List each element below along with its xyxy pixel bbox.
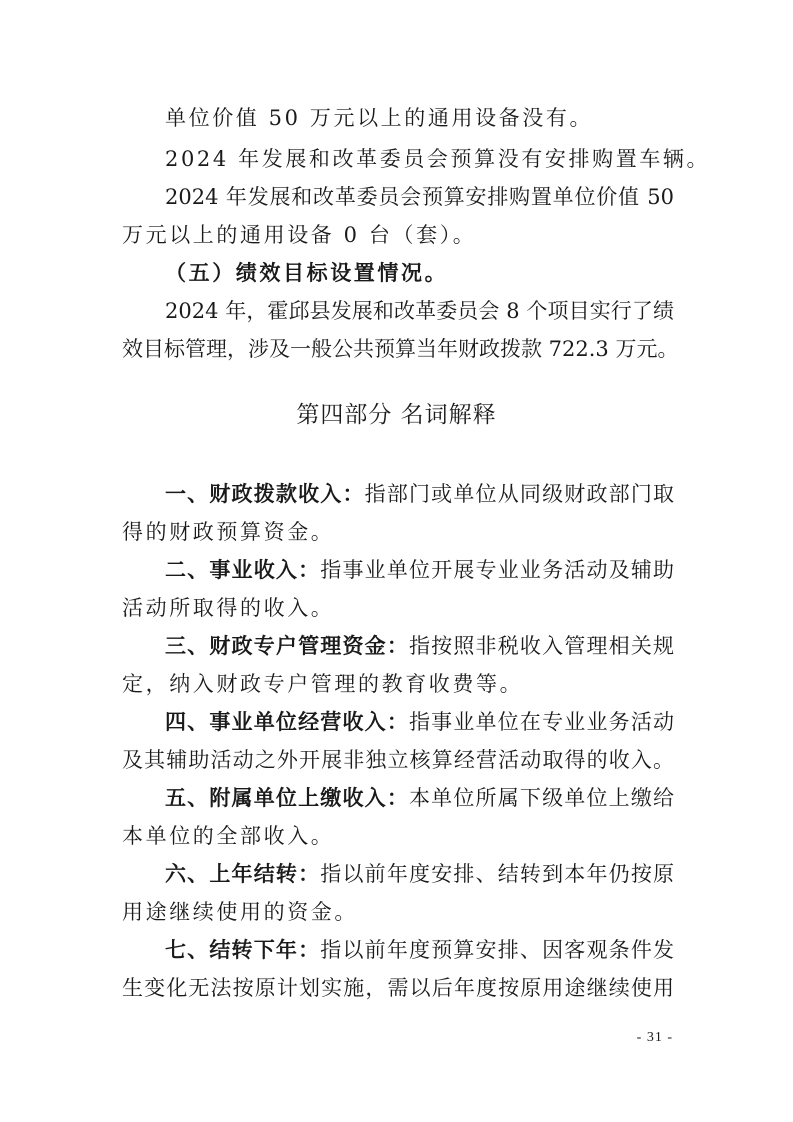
- definition-text: 指事业单位在专业业务活动: [409, 710, 674, 734]
- definition-term: 四、事业单位经营收入：: [165, 710, 409, 734]
- text-line: 万元以上的通用设备 0 台（套）。: [122, 223, 477, 247]
- definition-text: 指部门或单位从同级财政部门取: [364, 482, 675, 506]
- definition-line: [165, 479, 674, 509]
- definition-term: 六、上年结转：: [165, 862, 321, 886]
- definition-term: 三、财政专户管理资金：: [165, 634, 409, 658]
- definition-line: [165, 555, 674, 585]
- subsection-heading: （五）绩效目标设置情况。: [165, 261, 449, 285]
- definition-line: 生变化无法按原计划实施，需以后年度按原用途继续使用: [122, 976, 674, 1000]
- definition-text: 指事业单位开展专业业务活动及辅助: [320, 558, 675, 582]
- definition-line: 及其辅助活动之外开展非独立核算经营活动取得的收入。: [122, 748, 674, 772]
- section-title: 第四部分 名词解释: [296, 402, 497, 428]
- definition-line: [165, 783, 674, 813]
- definition-line: [165, 707, 674, 737]
- definition-line: 本单位的全部收入。: [122, 824, 335, 848]
- definition-line: 用途继续使用的资金。: [122, 900, 358, 924]
- text-line: 2024 年，霍邱县发展和改革委员会 8 个项目实行了绩: [165, 299, 674, 323]
- definition-term: 五、附属单位上缴收入：: [165, 786, 409, 810]
- definition-term: 二、事业收入：: [165, 558, 321, 582]
- definition-term: 一、财政拨款收入：: [165, 482, 365, 506]
- definition-line: 得的财政预算资金。: [122, 520, 335, 544]
- page-number: - 31 -: [636, 1030, 673, 1045]
- definition-text: 指按照非税收入管理相关规: [409, 634, 674, 658]
- definition-line: [165, 935, 674, 965]
- definition-text: 本单位所属下级单位上缴给: [409, 786, 674, 810]
- definition-text: 指以前年度安排、结转到本年仍按原: [320, 862, 675, 886]
- text-line: 单位价值 50 万元以上的通用设备没有。: [165, 106, 594, 130]
- definition-line: [165, 859, 674, 889]
- definition-line: [165, 631, 674, 661]
- definition-term: 七、结转下年：: [165, 938, 321, 962]
- definition-text: 指以前年度预算安排、因客观条件发: [320, 938, 675, 962]
- text-line: 2024 年发展和改革委员会预算没有安排购置车辆。: [165, 147, 711, 171]
- definition-line: 定，纳入财政专户管理的教育收费等。: [122, 672, 524, 696]
- definition-line: 活动所取得的收入。: [122, 596, 335, 620]
- text-line: 效目标管理，涉及一般公共预算当年财政拨款 722.3 万元。: [122, 337, 679, 361]
- text-line: 2024 年发展和改革委员会预算安排购置单位价值 50: [165, 185, 674, 209]
